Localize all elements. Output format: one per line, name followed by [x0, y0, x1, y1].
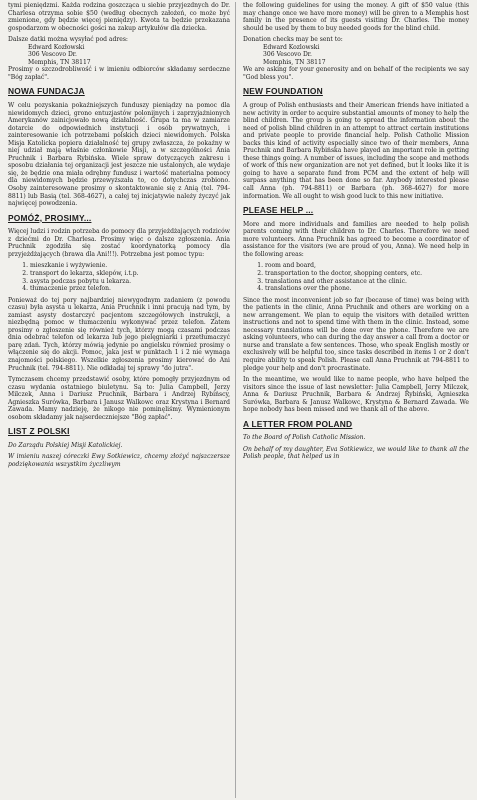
- body-paragraph: Since the most inconvenient job so far (because of time) was being with the patients in the clinic, Anna Pruchnik and others are working on a new arrangement. We plan to equip the visitors with detailed written instructions and not to spend time with them in the clinic. Instead, some necessary translations will be done over the phone. Therefore we are asking volunteers, who can during the day answer a call from a doctor or nurse and translate a few sentences. Those, who speak English mostly or exclusively will be helpful too, since tasks described in items 1 or 2 don't require ability to speak Polish. Please call Anna Pruchnik at 794-8811 to pledge your help and don't procrastinate.: [243, 296, 469, 372]
- polish-column: [8, 2, 230, 473]
- body-paragraph: Tymczasem chcemy przedstawić osoby, które pomogły przyjezdnym od czasu wydania ostatniego biuletynu. Są to: Julia Campbell, Jerzy Milczek, Anna i Dariusz Pruchnik, Barbara i Andrzej Rybińscy, Agnieszka Surówka, Barbara i Janusz Walkowc oraz Krystyna i Bernard Zawada. Mamy nadzieję, że nikogo nie pominęliśmy. Wymienionym osobom składamy jak najserdeczniejsze "Bóg zapłać".: [8, 376, 230, 421]
- help-list: [243, 262, 469, 292]
- letter-salutation: To the Board of Polish Catholic Mission.: [243, 434, 366, 442]
- list-item: 1. room and board,: [265, 262, 469, 270]
- address-line: Edward Kozlowski: [263, 43, 320, 51]
- address-line: 306 Vescovo Dr.: [263, 51, 312, 59]
- section-heading: POMÓŻ, PROSIMY...: [8, 212, 92, 223]
- address-line: Edward Kozłowski: [28, 43, 85, 51]
- body-paragraph: More and more individuals and families are needed to help polish parents coming with their children to Dr. Charles. Therefore we need more volunteers. Anna Pruchnik has agreed to become a coordinator of assistance for the visitors (we are proud of you, Anna). We need help in the following areas:: [243, 220, 469, 258]
- section-heading: NEW FOUNDATION: [243, 86, 323, 97]
- address-line: Memphis, TN 38117: [263, 58, 326, 66]
- address-block: [28, 44, 230, 67]
- address-line: Memphis, TN 38117: [28, 58, 91, 66]
- list-item: 4. tłumaczenie przez telefon.: [30, 285, 230, 293]
- letter-salutation: Do Zarządu Polskiej Misji Katolickiej.: [8, 441, 123, 449]
- body-paragraph: Ponieważ do tej pory najbardziej niewygodnym zadaniem (z powodu czasu) była asysta u lekarza, Ania Pruchnik i inni pracują nad tym, by zamiast asysty dostarczyć pacjentom szczegółowych instrukcji, a niezbędną pomoc w tłumaczeniu wykonywać przez telefon. Zatem prosimy o zgłoszenie się również tych, którzy mogą czasami podczas dnia odebrać telefon od lekarza lub jego pielęgniarki i przetłumaczyć parę zdań. Tych, którzy mówią jedynie po angielsku również prosimy o włączenie się do akcji. Pomoc, jaka jest w punktach 1 i 2 nie wymaga znajomości polskiego. Wszelkie zgłoszenia prosimy kierować do Ani Pruchnik (tel. 794-8811). Nie odkładaj tej sprawy "do jutra".: [8, 296, 230, 372]
- letter-body: On behalf of my daughter, Eva Sotkiewicz, we would like to thank all the Polish people, that helped us in: [243, 445, 469, 461]
- thanks-paragraph: Prosimy o szczodrobliwość i w imieniu odbiorców składamy serdeczne "Bóg zapłać".: [8, 66, 230, 81]
- section-heading: A LETTER FROM POLAND: [243, 418, 353, 429]
- section-heading: NOWA FUNDACJA: [8, 86, 85, 97]
- list-item: 2. transportation to the doctor, shopping centers, etc.: [265, 270, 469, 278]
- section-heading: PLEASE HELP ...: [243, 205, 314, 216]
- letter-body: W imieniu naszej córeczki Ewy Sotkiewicz, chcemy złożyć najszczersze podziękowania wszystkim życzliwym: [8, 453, 230, 468]
- section-heading: LIST Z POLSKI: [8, 426, 70, 437]
- address-line: 306 Vescovo Dr.: [28, 51, 77, 59]
- intro-paragraph: the following guidelines for using the money. A gift of $50 value (this may change once we have more money) will be given to a Memphis host family in the presence of its guests visiting Dr. Charles. The money should be used by them to buy needed goods for the blind child.: [243, 2, 469, 32]
- list-item: 4. translations over the phone.: [265, 285, 469, 293]
- body-paragraph: In the meantime, we would like to name people, who have helped the visitors since the issue of last newsletter: Julia Campbell, Jerry Milczek, Anna & Dariusz Pruchnik, Barbara & Andrzej Rybiński, Agnieszka Surówka, Barbara & Janusz Walkowc, Krystyna & Bernard Zawada. We hope nobody has been missed and we thank all of the above.: [243, 376, 469, 414]
- list-item: 3. asysta podczas pobytu u lekarza.: [30, 278, 230, 286]
- body-paragraph: Więcej ludzi i rodzin potrzeba do pomocy dla przyjeżdżających rodziców z dziećmi do Dr. Charlesa. Prosimy więc o dalsze zgłoszenia. Ania Pruchnik zgodziła się zostać koordynatorką pomocy dla przyjeżdżających (brawa dla Ani!!!). Potrzebna jest pomoc typu:: [8, 228, 230, 258]
- body-paragraph: A group of Polish enthusiasts and their American friends have initiated a new activity in order to acquire substantial amounts of money to help the blind children. The group is going to spread the information about the need of polish blind children in an attempt to attract certain institutions and private people to provide financial help. Polish Catholic Mission backs this kind of activity especially since two of their members, Anna Pruchnik and Barbara Rybińska have played an important role in getting these things going. A number of issues, including the scope and methods of work of this new organization are not yet defined, but it looks like it is going to have a separate fund from PCM and the extent of help will surpass anything that has been done so far. Anybody interested please call Anna (ph. 794-8811) or Barbara (ph. 368-4627) for more information. We all ought to wish good luck to this new initiative.: [243, 102, 469, 200]
- column-divider: [235, 2, 236, 798]
- list-item: 3. translations and other assistance at the clinic.: [265, 278, 469, 286]
- donation-line: Donation checks may be sent to:: [243, 36, 343, 44]
- help-list: [8, 262, 230, 292]
- intro-paragraph: tymi pieniędzmi. Każda rodzina goszcząca u siebie przyjezdnych do Dr. Charlesa otrzyma sobie $50 (według obecnych założeń, co może być zmienione, gdy będzie więcej pieniędzy). Kwota ta będzie przekazana gospodarzom w obecności gości na zakup artykułów dla dziecka.: [8, 2, 230, 32]
- list-item: 1. mieszkanie i wyżywienie.: [30, 262, 230, 270]
- donation-line: Dalsze datki można wysyłać pod adres:: [8, 36, 128, 44]
- list-item: 2. transport do lekarza, sklepów, i.t.p.: [30, 270, 230, 278]
- english-column: [243, 2, 469, 465]
- body-paragraph: W celu pozyskania pokaźniejszych funduszy pieniądzy na pomoc dla niewidomych dzieci, grono entuzjastów polonijnych i zaprzyjaźnionych Amerykanów zainicjowało nową działalność. Grupa ta ma w zamiarze dotarcie do odpowiednich instytucji i osób prywatnych, i zainteresowanie ich potrzebami polskich dzieci niewidomych. Polska Misja Katolicka popiera działalność tej grupy zwłaszcza, że pokaźny w niej udział mają właśnie członkowie Misji, a w szczególności Ania Pruchnik i Barbara Rybińska. Wiele spraw dotyczących zakresu i sposobu działania tej organizacji jest jeszcze nie ustalonych, ale wydaje się, że będzie ona miała odrębny fundusz i wartość materialna pomocy dla niewidomych będzie przewyższała to, co dotychczas zrobiono. Osoby zainteresowane prosimy o skontaktowanie się z Anią (tel. 794-8811) lub Basią (tel. 368-4627), a całej tej inicjatywie należy życzyć jak najwięcej powodzenia.: [8, 102, 230, 208]
- address-block: [263, 44, 469, 67]
- thanks-paragraph: We are asking for your generosity and on behalf of the recipients we say "God bless you".: [243, 66, 469, 81]
